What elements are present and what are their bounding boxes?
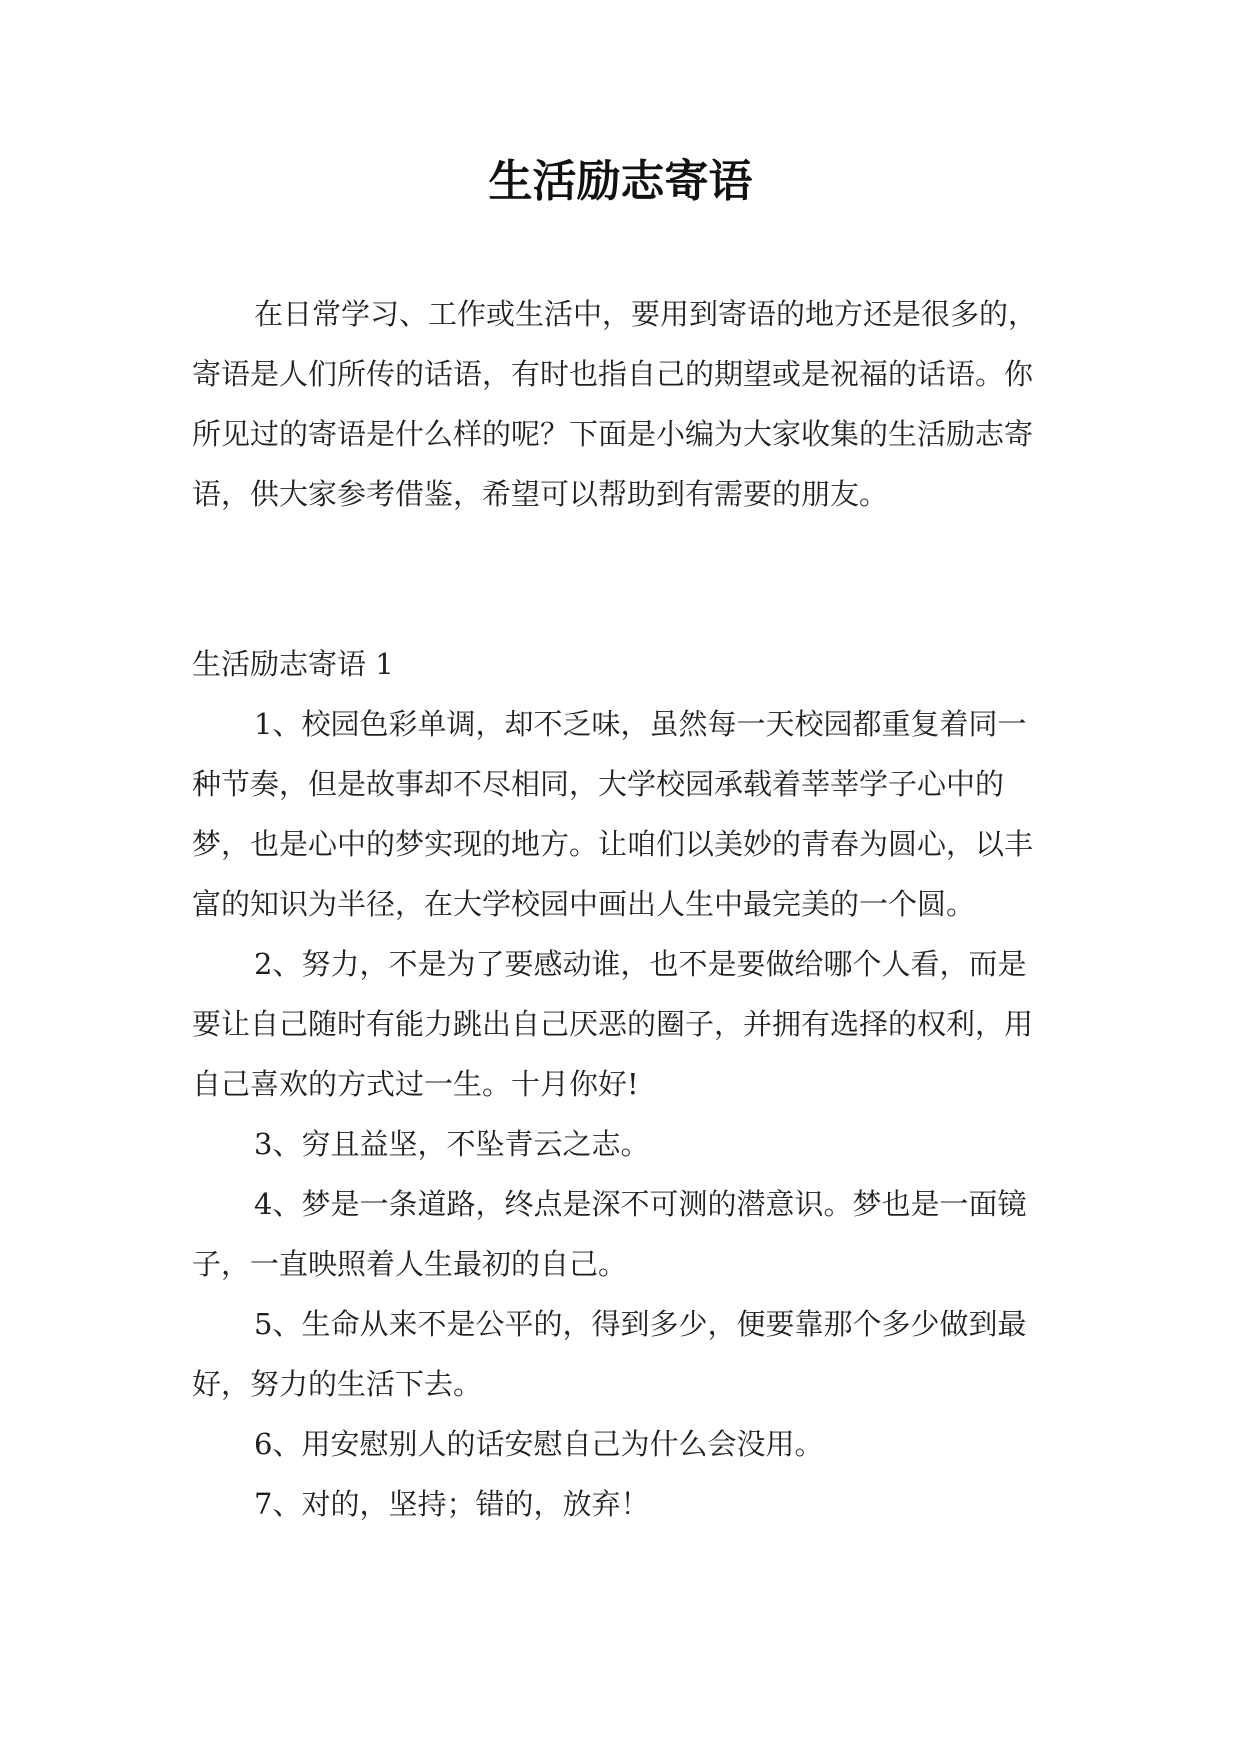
list-item: 7、对的，坚持；错的，放弃！ [254,1487,650,1521]
list-item: 2、努力，不是为了要感动谁，也不是要做给哪个人看，而是要让自己随时有能力跳出自己厌恶的圈子，并拥有选择的权利，用自己喜欢的方式过一生。十月你好! [192,947,1034,1101]
section-1 [192,634,1054,1534]
section-heading: 生活励志寄语 1 [192,647,394,681]
list-item: 3、穷且益坚，不坠青云之志。 [254,1127,650,1161]
page-title: 生活励志寄语 [488,156,753,207]
list-item: 1、校园色彩单调，却不乏味，虽然每一天校园都重复着同一种节奏，但是故事却不尽相同，大学校园承载着莘莘学子心中的梦，也是心中的梦实现的地方。让咱们以美妙的青春为圆心，以丰富的知识为半径，在大学校园中画出人生中最完美的一个圆。 [192,707,1034,921]
intro-paragraph: 在日常学习、工作或生活中，要用到寄语的地方还是很多的，寄语是人们所传的话语，有时也指自己的期望或是祝福的话语。你所见过的寄语是什么样的呢？下面是小编为大家收集的生活励志寄语，供大家参考借鉴，希望可以帮助到有需要的朋友。 [192,297,1038,511]
list-item: 5、生命从来不是公平的，得到多少，便要靠那个多少做到最好，努力的生活下去。 [192,1307,1027,1401]
list-item: 6、用安慰别人的话安慰自己为什么会没用。 [254,1427,824,1461]
list-item: 4、梦是一条道路，终点是深不可测的潜意识。梦也是一面镜子，一直映照着人生最初的自己。 [192,1187,1027,1281]
